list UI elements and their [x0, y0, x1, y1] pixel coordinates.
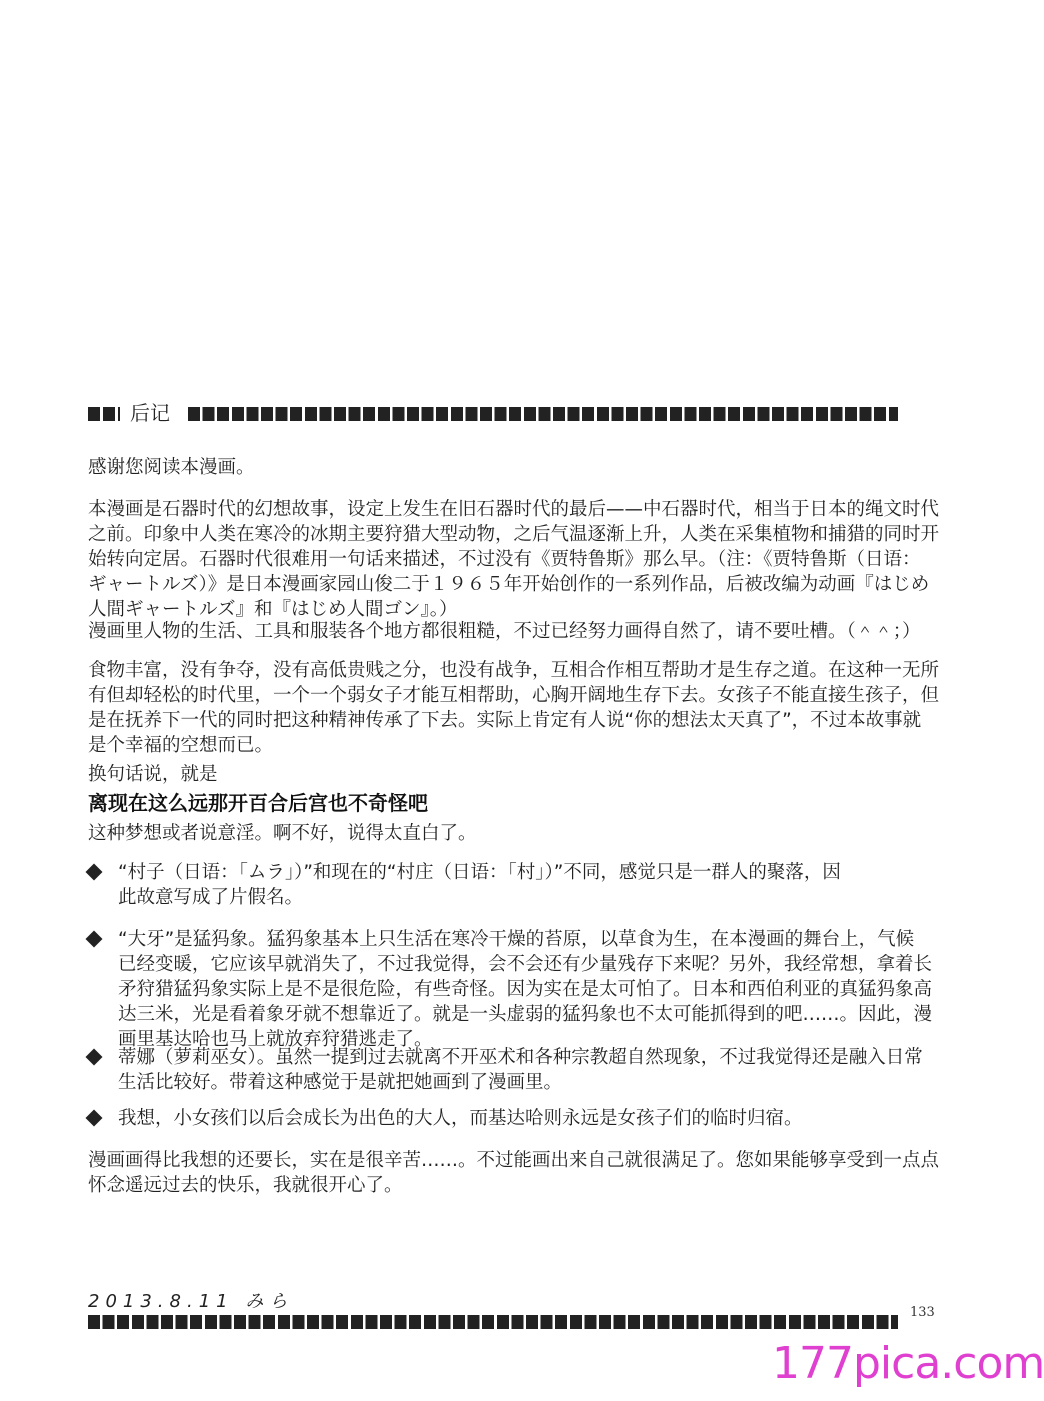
setting-line: 人間ギャートルズ』和『はじめ人間ゴン』。）	[88, 599, 458, 620]
setting-line: ギャートルズ）》是日本漫画家园山俊二于１９６５年开始创作的一系列作品，后被改编为动画『はじめ	[88, 574, 930, 595]
bullet-line: 我想，小女孩们以后会成长为出色的大人，而基达哈则永远是女孩子们的临时归宿。	[118, 1108, 803, 1129]
closing-line: 怀念遥远过去的快乐，我就很开心了。	[88, 1175, 403, 1196]
thanks-line: 感谢您阅读本漫画。	[88, 457, 255, 478]
paragraph-thanks	[88, 455, 908, 480]
bullet-line: 画里基达哈也马上就放弃狩猎逃走了。	[118, 1029, 433, 1050]
paragraph-in-other-words	[88, 762, 908, 787]
paragraph-setting	[88, 497, 940, 622]
diamond-bullet-icon	[86, 864, 103, 881]
theme-line: 有但却轻松的时代里，一个一个弱女子才能互相帮助，心胸开阔地生存下去。女孩子不能直接生孩子，但	[88, 685, 940, 706]
bullet-text	[118, 1106, 803, 1131]
paragraph-theme	[88, 658, 940, 758]
signature-date: 2013.8.11 みら	[88, 1291, 294, 1312]
footer-rule	[88, 1315, 898, 1329]
bullet-line: 此故意写成了片假名。	[118, 887, 304, 908]
setting-line: 之前。印象中人类在寒冷的冰期主要狩猎大型动物，之后气温逐渐上升，人类在采集植物和捕猎的同时开	[88, 524, 940, 545]
drawing-line: 漫画里人物的生活、工具和服装各个地方都很粗糙，不过已经努力画得自然了，请不要吐槽。（＾＾；）	[88, 621, 921, 642]
watermark: 177pica.com	[772, 1338, 1044, 1389]
theme-line: 是个幸福的空想而已。	[88, 735, 274, 756]
paragraph-closing	[88, 1148, 940, 1198]
diamond-bullet-icon	[86, 1049, 103, 1066]
page-number: 133	[910, 1305, 935, 1320]
setting-line: 始转向定居。石器时代很难用一句话来描述，不过没有《贾特鲁斯》那么早。（注：《贾特鲁斯（日语：	[88, 549, 921, 570]
diamond-bullet-icon	[86, 1110, 103, 1127]
bullet-line: 矛狩猎猛犸象实际上是不是很危险，有些奇怪。因为实在是太可怕了。日本和西伯利亚的真猛犸象高	[118, 979, 933, 1000]
bullet-line: 生活比较好。带着这种感觉于是就把她画到了漫画里。	[118, 1072, 563, 1093]
bullet-text	[118, 1045, 923, 1095]
bullet-text	[118, 927, 932, 1052]
bullet-line: 已经变暖，它应该早就消失了，不过我觉得，会不会还有少量残存下来呢？另外，我经常想，拿着长	[118, 954, 933, 975]
emphasis-line: 离现在这么远那开百合后宫也不奇怪吧	[88, 791, 428, 815]
bullet-line: “村子（日语：「ムラ」）”和现在的“村庄（日语：「村」）”不同，感觉只是一群人的聚落，因	[118, 862, 841, 883]
setting-line: 本漫画是石器时代的幻想故事，设定上发生在旧石器时代的最后——中石器时代，相当于日本的绳文时代	[88, 499, 940, 520]
paragraph-drawing	[88, 619, 921, 644]
afterword-title: 后记	[130, 401, 170, 425]
bullet-text	[118, 860, 841, 910]
header-rule-right	[188, 407, 898, 421]
bullet-line: 达三米，光是看着象牙就不想靠近了。就是一头虚弱的猛犸象也不太可能抓得到的吧……。因此，漫	[118, 1004, 933, 1025]
bullet-line: “大牙”是猛犸象。猛犸象基本上只生活在寒冷干燥的苔原，以草食为生，在本漫画的舞台上，气候	[118, 929, 915, 950]
theme-line: 食物丰富，没有争夺，没有高低贵贱之分，也没有战争，互相合作相互帮助才是生存之道。在这种一无所	[88, 660, 940, 681]
dream-line: 这种梦想或者说意淫。啊不好，说得太直白了。	[88, 823, 477, 844]
theme-line: 是在抚养下一代的同时把这种精神传承了下去。实际上肯定有人说“你的想法太天真了”，不过本故事就	[88, 710, 922, 731]
diamond-bullet-icon	[86, 931, 103, 948]
in-other-words-line: 换句话说，就是	[88, 764, 218, 785]
paragraph-dream	[88, 821, 908, 846]
bullet-line: 蒂娜（萝莉巫女）。虽然一提到过去就离不开巫术和各种宗教超自然现象，不过我觉得还是融入日常	[118, 1047, 923, 1068]
header-rule-left	[88, 407, 120, 421]
closing-line: 漫画画得比我想的还要长，实在是很辛苦……。不过能画出来自己就很满足了。您如果能够享受到一点点	[88, 1150, 940, 1171]
